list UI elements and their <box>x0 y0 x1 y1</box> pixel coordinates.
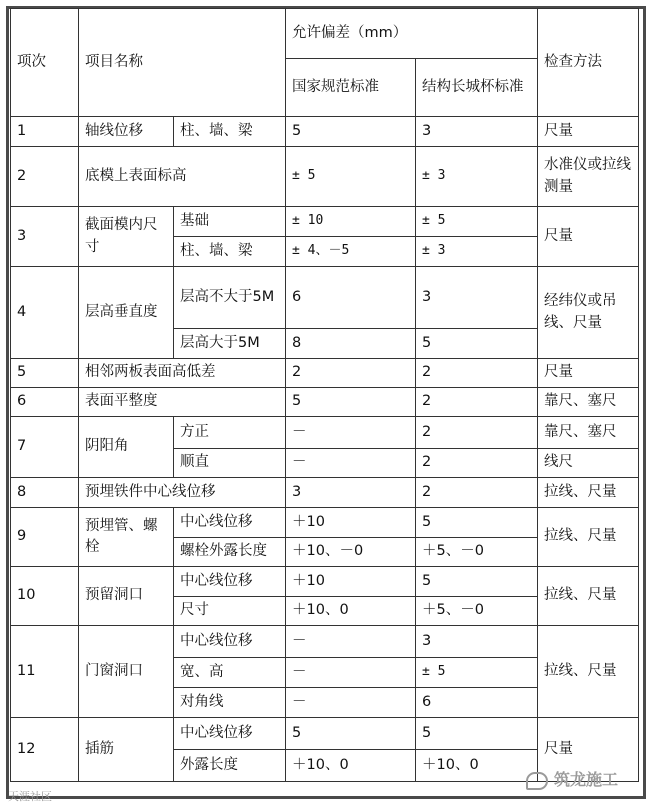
item-subname: 层高大于5M <box>174 329 286 359</box>
chat-bubble-icon <box>526 772 548 790</box>
item-name: 截面模内尺寸 <box>79 207 174 267</box>
table-row <box>11 718 639 750</box>
item-name: 层高垂直度 <box>79 267 174 359</box>
table-row <box>11 567 639 597</box>
item-subname: 螺栓外露长度 <box>174 538 286 567</box>
table-row <box>11 117 639 147</box>
item-subname: 方正 <box>174 417 286 449</box>
item-subname: 外露长度 <box>174 750 286 782</box>
item-no: 6 <box>11 388 79 417</box>
great-wall-value: 2 <box>416 388 538 417</box>
national-value: ± 5 <box>286 147 416 207</box>
inspection-method: 尺量 <box>538 718 639 782</box>
table-row <box>11 388 639 417</box>
item-name: 相邻两板表面高低差 <box>79 359 286 388</box>
item-subname: 中心线位移 <box>174 567 286 597</box>
item-name: 门窗洞口 <box>79 626 174 718</box>
national-value: ± 10 <box>286 207 416 237</box>
table-row <box>11 207 639 237</box>
formwork-deviation-table <box>10 8 639 782</box>
great-wall-value: 2 <box>416 417 538 449</box>
item-name: 插筋 <box>79 718 174 782</box>
item-no: 1 <box>11 117 79 147</box>
national-value: 6 <box>286 267 416 329</box>
item-name: 表面平整度 <box>79 388 286 417</box>
item-name: 阴阳角 <box>79 417 174 478</box>
table-row <box>11 359 639 388</box>
inspection-method: 靠尺、塞尺 <box>538 388 639 417</box>
great-wall-value: 5 <box>416 718 538 750</box>
inspection-method: 拉线、尺量 <box>538 626 639 718</box>
item-name: 预埋铁件中心线位移 <box>79 478 286 508</box>
item-name: 轴线位移 <box>79 117 174 147</box>
item-no: 8 <box>11 478 79 508</box>
national-value: － <box>286 449 416 478</box>
table-row <box>11 626 639 658</box>
great-wall-value: 3 <box>416 267 538 329</box>
item-subname: 层高不大于5M <box>174 267 286 329</box>
header-inspection-method: 检查方法 <box>538 9 639 117</box>
great-wall-value: 2 <box>416 359 538 388</box>
great-wall-value: 5 <box>416 567 538 597</box>
item-subname: 基础 <box>174 207 286 237</box>
table-row <box>11 147 639 207</box>
inspection-method: 尺量 <box>538 117 639 147</box>
national-value: ＋10、0 <box>286 597 416 626</box>
item-no: 9 <box>11 508 79 567</box>
item-subname: 中心线位移 <box>174 718 286 750</box>
great-wall-value: 5 <box>416 329 538 359</box>
item-no: 10 <box>11 567 79 626</box>
item-subname: 中心线位移 <box>174 626 286 658</box>
national-value: ＋10 <box>286 508 416 538</box>
great-wall-value: 2 <box>416 478 538 508</box>
table-row <box>11 508 639 538</box>
great-wall-value: 2 <box>416 449 538 478</box>
national-value: － <box>286 417 416 449</box>
great-wall-value: ± 3 <box>416 147 538 207</box>
watermark-brand-text: 筑龙施工 <box>553 770 618 789</box>
great-wall-value: ± 5 <box>416 658 538 688</box>
header-allowed-deviation: 允许偏差（mm） <box>286 9 538 59</box>
item-subname: 顺直 <box>174 449 286 478</box>
watermark-brand <box>526 767 618 790</box>
item-subname: 对角线 <box>174 688 286 718</box>
national-value: － <box>286 626 416 658</box>
table-row <box>11 417 639 449</box>
great-wall-value: ＋5、－0 <box>416 538 538 567</box>
inspection-method: 尺量 <box>538 207 639 267</box>
national-value: 5 <box>286 388 416 417</box>
item-subname: 柱、墙、梁 <box>174 237 286 267</box>
inspection-method: 拉线、尺量 <box>538 508 639 567</box>
item-subname: 宽、高 <box>174 658 286 688</box>
item-no: 2 <box>11 147 79 207</box>
national-value: － <box>286 658 416 688</box>
great-wall-value: ± 5 <box>416 207 538 237</box>
national-value: ＋10、0 <box>286 750 416 782</box>
inspection-method: 水准仪或拉线测量 <box>538 147 639 207</box>
item-no: 11 <box>11 626 79 718</box>
header-national-standard: 国家规范标准 <box>286 59 416 117</box>
national-value: 5 <box>286 117 416 147</box>
national-value: 5 <box>286 718 416 750</box>
item-name: 预埋管、螺栓 <box>79 508 174 567</box>
national-value: 2 <box>286 359 416 388</box>
header-item-no: 项次 <box>11 9 79 117</box>
item-name: 底模上表面标高 <box>79 147 286 207</box>
great-wall-value: ± 3 <box>416 237 538 267</box>
great-wall-value: 3 <box>416 626 538 658</box>
table-row <box>11 478 639 508</box>
item-no: 5 <box>11 359 79 388</box>
great-wall-value: ＋5、－0 <box>416 597 538 626</box>
item-no: 3 <box>11 207 79 267</box>
inspection-method: 尺量 <box>538 359 639 388</box>
inspection-method: 拉线、尺量 <box>538 567 639 626</box>
national-value: ± 4、－5 <box>286 237 416 267</box>
item-subname: 中心线位移 <box>174 508 286 538</box>
national-value: ＋10 <box>286 567 416 597</box>
table-row <box>11 267 639 329</box>
national-value: 8 <box>286 329 416 359</box>
great-wall-value: ＋10、0 <box>416 750 538 782</box>
great-wall-value: 3 <box>416 117 538 147</box>
national-value: － <box>286 688 416 718</box>
header-item-name: 项目名称 <box>79 9 286 117</box>
national-value: 3 <box>286 478 416 508</box>
inspection-method: 拉线、尺量 <box>538 478 639 508</box>
item-subname: 柱、墙、梁 <box>174 117 286 147</box>
inspection-method: 经纬仪或吊线、尺量 <box>538 267 639 359</box>
item-no: 12 <box>11 718 79 782</box>
item-subname: 尺寸 <box>174 597 286 626</box>
national-value: ＋10、－0 <box>286 538 416 567</box>
item-name: 预留洞口 <box>79 567 174 626</box>
inspection-method: 靠尺、塞尺 <box>538 417 639 449</box>
item-no: 7 <box>11 417 79 478</box>
great-wall-value: 5 <box>416 508 538 538</box>
header-great-wall-cup-standard: 结构长城杯标准 <box>416 59 538 117</box>
inspection-method: 线尺 <box>538 449 639 478</box>
item-no: 4 <box>11 267 79 359</box>
header-row <box>11 9 639 59</box>
watermark-source: 天涯社区 <box>8 790 52 803</box>
great-wall-value: 6 <box>416 688 538 718</box>
